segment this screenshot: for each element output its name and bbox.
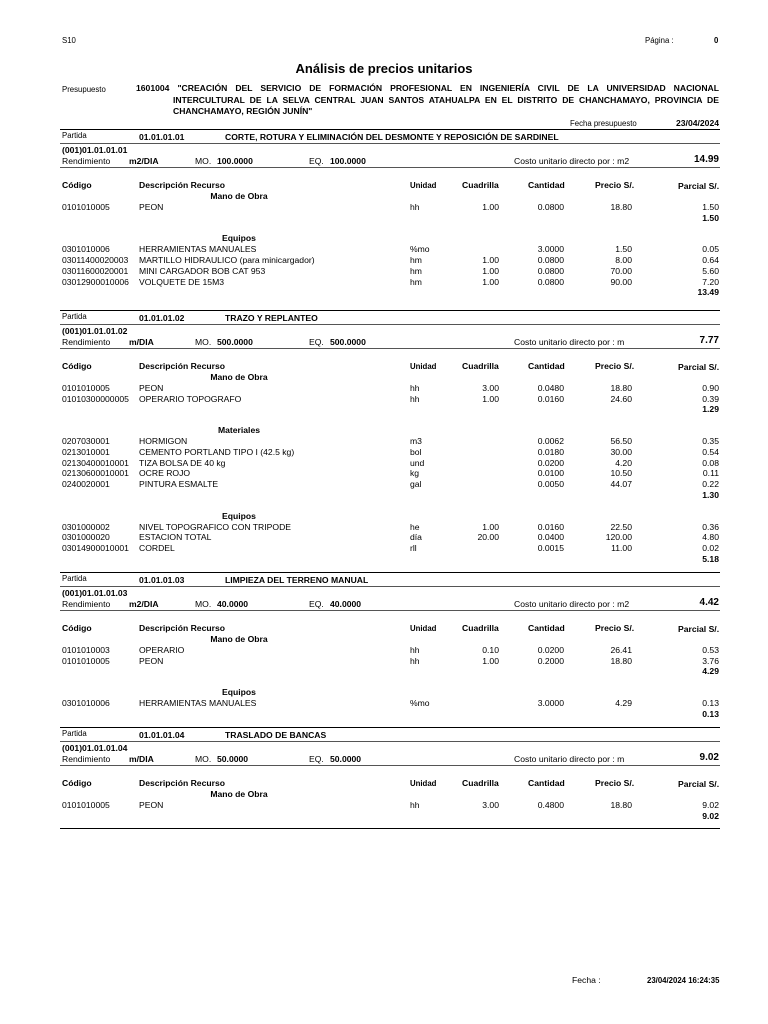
budget-code: 1601004: [136, 83, 170, 93]
resource-cuadrilla: 1.00: [482, 201, 499, 212]
resource-unit: %mo: [410, 698, 430, 708]
resource-code: 03012900010006: [62, 276, 129, 287]
group-title: Mano de Obra: [210, 789, 268, 799]
cost-label: Costo unitario directo por : m: [514, 754, 625, 764]
mo-value: 100.0000: [217, 156, 253, 166]
resource-precio: 22.50: [610, 521, 632, 532]
resource-precio: 18.80: [610, 382, 632, 393]
partida-code: 01.01.01.01: [139, 132, 185, 142]
rendimiento-unit: m/DIA: [129, 754, 154, 764]
col-parcial: Parcial S/.: [678, 779, 720, 789]
resource-unit: bol: [410, 446, 422, 457]
resource-cuadrilla: 1.00: [482, 393, 499, 404]
group-title: Mano de Obra: [210, 191, 268, 201]
resource-precio: 11.00: [611, 543, 632, 554]
partida-code: 01.01.01.03: [139, 575, 185, 585]
col-codigo: Código: [62, 180, 92, 190]
resource-code: 03014900010001: [62, 543, 129, 554]
cost-label: Costo unitario directo por : m2: [514, 156, 630, 166]
resource-cuadrilla: 1.00: [482, 265, 499, 276]
section-divider: [60, 741, 720, 742]
resource-precio: 10.50: [610, 468, 632, 479]
group-subtotal: 1.29: [702, 404, 719, 415]
eq-value: 40.0000: [330, 599, 362, 609]
resource-precio: 4.29: [615, 698, 632, 708]
rendimiento-label: Rendimiento: [62, 599, 111, 609]
partida-subcode: (001)01.01.01.02: [62, 326, 128, 336]
col-unidad: Unidad: [410, 624, 437, 633]
group-title: Mano de Obra: [210, 372, 268, 382]
resource-cantidad: 0.2000: [537, 655, 564, 666]
col-precio: Precio S/.: [595, 623, 635, 633]
resource-unit: hh: [410, 382, 420, 393]
resource-description: CORDEL: [139, 543, 175, 554]
resource-cantidad: 3.0000: [537, 244, 564, 255]
col-cantidad: Cantidad: [528, 623, 565, 633]
col-codigo: Código: [62, 361, 92, 371]
resource-parcial: 0.11: [702, 468, 719, 479]
rendimiento-label: Rendimiento: [62, 754, 111, 764]
resource-parcial: 0.22: [702, 479, 719, 490]
resource-parcial: 4.80: [702, 532, 719, 543]
resource-cuadrilla: 1.00: [482, 276, 499, 287]
resource-unit: %mo: [410, 244, 430, 255]
page-title: Análisis de precios unitarios: [295, 61, 473, 76]
resource-cantidad: 0.0800: [537, 276, 564, 287]
resource-cantidad: 0.0015: [537, 543, 564, 554]
col-descripcion: Descripción Recurso: [139, 180, 225, 190]
unit-cost: 7.77: [699, 335, 719, 346]
col-cuadrilla: Cuadrilla: [462, 778, 499, 788]
resource-precio: 120.00: [605, 532, 632, 543]
col-cantidad: Cantidad: [528, 361, 565, 371]
col-descripcion: Descripción Recurso: [139, 361, 225, 371]
mo-label: MO.: [195, 599, 212, 609]
resource-unit: hm: [410, 255, 422, 265]
mo-value: 50.0000: [217, 754, 249, 764]
resource-unit: he: [410, 521, 420, 532]
resource-code: 0207030001: [62, 436, 110, 446]
partida-label: Partida: [62, 729, 87, 738]
resource-description: PEON: [139, 382, 164, 393]
col-unidad: Unidad: [410, 362, 437, 371]
resource-description: HERRAMIENTAS MANUALES: [139, 244, 257, 255]
resource-unit: m3: [410, 436, 422, 446]
resource-code: 0101010005: [62, 382, 110, 393]
resource-parcial: 0.13: [702, 698, 719, 708]
resource-parcial: 0.02: [702, 543, 719, 554]
eq-label: EQ.: [309, 754, 324, 764]
resource-cantidad: 0.0062: [537, 436, 564, 446]
footer-date-label: Fecha :: [572, 975, 601, 985]
group-title: Materiales: [217, 425, 261, 436]
section-divider: [60, 143, 720, 144]
partida-code: 01.01.01.02: [139, 313, 185, 323]
col-descripcion: Descripción Recurso: [139, 623, 225, 633]
col-parcial: Parcial S/.: [678, 624, 720, 634]
col-unidad: Unidad: [410, 181, 437, 190]
col-cuadrilla: Cuadrilla: [462, 180, 499, 190]
resource-code: 0240020001: [62, 479, 110, 490]
resource-unit: hm: [410, 265, 422, 276]
resource-description: PEON: [139, 799, 164, 810]
resource-cuadrilla: 1.00: [482, 521, 499, 532]
resource-precio: 24.60: [610, 393, 632, 404]
col-cuadrilla: Cuadrilla: [462, 361, 499, 371]
budget-text: "CREACIÓN DEL SERVICIO DE FORMACIÓN PROFESIONAL EN INGENIERÍA CIVIL DE LA UNIVERSIDAD NACIONAL INTERCULTURAL DE LA SELVA CENTRAL JUAN SANTOS ATAHUALPA EN EL DISTRITO DE CHANCHAMAYO, PROVINCIA DE CHANCHAMAYO, REGIÓN JUNÍN": [173, 83, 720, 116]
resource-code: 0301000002: [62, 521, 110, 532]
col-descripcion: Descripción Recurso: [139, 778, 225, 788]
section-divider: [60, 610, 720, 611]
col-parcial: Parcial S/.: [678, 362, 720, 372]
resource-parcial: 0.35: [702, 436, 719, 446]
resource-unit: hh: [410, 393, 420, 404]
resource-cantidad: 0.0200: [537, 644, 564, 655]
col-parcial: Parcial S/.: [678, 181, 720, 191]
section-divider: [60, 167, 720, 168]
section-divider: [60, 765, 720, 766]
resource-description: MARTILLO HIDRAULICO (para minicargador): [139, 255, 315, 265]
group-subtotal: 0.13: [702, 708, 719, 719]
resource-parcial: 0.90: [702, 382, 719, 393]
resource-cuadrilla: 0.10: [482, 644, 499, 655]
partida-code: 01.01.01.04: [139, 730, 185, 740]
resource-cantidad: 0.0480: [537, 382, 564, 393]
page-label: Página :: [645, 36, 674, 45]
resource-parcial: 1.50: [702, 201, 719, 212]
resource-code: 03011400020003: [62, 255, 129, 265]
col-cuadrilla: Cuadrilla: [462, 623, 499, 633]
resource-description: OPERARIO TOPOGRAFO: [139, 393, 242, 404]
col-cantidad: Cantidad: [528, 778, 565, 788]
resource-parcial: 3.76: [702, 655, 719, 666]
eq-label: EQ.: [309, 599, 324, 609]
resource-precio: 56.50: [610, 436, 632, 446]
resource-precio: 18.80: [610, 799, 632, 810]
rendimiento-label: Rendimiento: [62, 156, 111, 166]
eq-label: EQ.: [309, 156, 324, 166]
resource-cuadrilla: 20.00: [477, 532, 499, 543]
col-precio: Precio S/.: [595, 778, 635, 788]
eq-label: EQ.: [309, 337, 324, 347]
resource-precio: 1.50: [615, 244, 632, 255]
resource-cantidad: 0.0100: [537, 468, 564, 479]
eq-value: 100.0000: [330, 156, 366, 166]
resource-parcial: 0.05: [702, 244, 719, 255]
resource-code: 0301010006: [62, 244, 110, 255]
resource-cantidad: 0.0800: [537, 201, 564, 212]
resource-description: HORMIGON: [139, 436, 188, 446]
mo-label: MO.: [195, 754, 212, 764]
resource-unit: gal: [410, 479, 422, 490]
resource-cuadrilla: 1.00: [482, 255, 499, 265]
rendimiento-unit: m2/DIA: [129, 156, 159, 166]
resource-code: 0101010005: [62, 201, 110, 212]
resource-description: TIZA BOLSA DE 40 kg: [139, 457, 226, 468]
resource-unit: día: [410, 532, 422, 543]
group-subtotal: 1.50: [702, 212, 719, 223]
rendimiento-label: Rendimiento: [62, 337, 111, 347]
section-divider: [60, 310, 720, 311]
resource-description: OCRE ROJO: [139, 468, 191, 479]
mo-label: MO.: [195, 156, 212, 166]
footer-date: 23/04/2024 16:24:35: [647, 976, 720, 985]
resource-description: CEMENTO PORTLAND TIPO I (42.5 kg): [139, 446, 295, 457]
resource-parcial: 0.39: [702, 393, 719, 404]
resource-unit: hh: [410, 201, 420, 212]
resource-precio: 8.00: [615, 255, 632, 265]
resource-precio: 30.00: [610, 446, 632, 457]
section-divider: [60, 727, 720, 728]
section-divider: [60, 572, 720, 573]
rendimiento-unit: m2/DIA: [129, 599, 159, 609]
section-divider: [60, 129, 720, 130]
resource-cantidad: 0.0050: [537, 479, 564, 490]
mo-label: MO.: [195, 337, 212, 347]
resource-code: 0101010005: [62, 799, 110, 810]
partida-subcode: (001)01.01.01.01: [62, 145, 128, 155]
budget-date-label: Fecha presupuesto: [570, 119, 637, 128]
resource-parcial: 0.64: [702, 255, 719, 265]
resource-cantidad: 0.0800: [537, 255, 564, 265]
group-subtotal: 4.29: [702, 666, 719, 677]
group-subtotal: 1.30: [702, 490, 719, 500]
section-divider: [60, 324, 720, 325]
resource-parcial: 0.53: [702, 644, 719, 655]
resource-cantidad: 0.0160: [537, 393, 564, 404]
budget-label: Presupuesto: [62, 85, 106, 94]
resource-unit: hm: [410, 276, 422, 287]
resource-code: 0213010001: [62, 446, 110, 457]
resource-parcial: 9.02: [702, 799, 719, 810]
resource-precio: 44.07: [610, 479, 632, 490]
partida-subcode: (001)01.01.01.04: [62, 743, 128, 753]
partida-label: Partida: [62, 312, 87, 321]
resource-description: PEON: [139, 201, 164, 212]
resource-precio: 90.00: [610, 276, 632, 287]
resource-code: 02130600010001: [62, 468, 129, 479]
resource-unit: und: [410, 457, 425, 468]
cost-label: Costo unitario directo por : m2: [514, 599, 630, 609]
resource-cantidad: 0.0400: [537, 532, 564, 543]
mo-value: 500.0000: [217, 337, 253, 347]
group-title: Equipos: [222, 687, 256, 698]
resource-unit: hh: [410, 655, 420, 666]
page-number: 0: [714, 36, 719, 45]
unit-cost: 14.99: [693, 154, 719, 165]
resource-cantidad: 0.0800: [537, 265, 564, 276]
resource-cantidad: 0.0200: [537, 457, 564, 468]
col-unidad: Unidad: [410, 779, 437, 788]
unit-cost: 4.42: [699, 597, 719, 608]
col-precio: Precio S/.: [595, 180, 635, 190]
group-title: Equipos: [222, 510, 256, 521]
budget-description: [136, 83, 720, 118]
group-subtotal: 13.49: [697, 287, 719, 298]
partida-label: Partida: [62, 574, 87, 583]
eq-value: 500.0000: [330, 337, 366, 347]
report-code: S10: [62, 36, 76, 45]
resource-cuadrilla: 3.00: [482, 799, 499, 810]
col-cantidad: Cantidad: [528, 180, 565, 190]
resource-unit: kg: [410, 468, 420, 479]
resource-precio: 4.20: [615, 457, 632, 468]
resource-cantidad: 0.4800: [537, 799, 564, 810]
resource-parcial: 0.08: [702, 457, 719, 468]
unit-cost: 9.02: [699, 752, 719, 763]
resource-precio: 70.00: [610, 265, 632, 276]
resource-parcial: 0.54: [702, 446, 719, 457]
partida-subcode: (001)01.01.01.03: [62, 588, 128, 598]
resource-precio: 18.80: [610, 201, 632, 212]
resource-parcial: 0.36: [702, 521, 719, 532]
resource-description: ESTACION TOTAL: [139, 532, 212, 543]
partida-name: CORTE, ROTURA Y ELIMINACIÓN DEL DESMONTE Y REPOSICIÓN DE SARDINEL: [225, 132, 559, 142]
group-subtotal: 9.02: [702, 810, 719, 821]
resource-parcial: 7.20: [702, 276, 719, 287]
resource-description: PEON: [139, 655, 164, 666]
section-divider: [60, 828, 720, 829]
col-codigo: Código: [62, 623, 92, 633]
resource-parcial: 5.60: [702, 265, 719, 276]
resource-precio: 18.80: [610, 655, 632, 666]
budget-date: 23/04/2024: [676, 118, 720, 128]
group-subtotal: 5.18: [702, 554, 719, 564]
resource-description: MINI CARGADOR BOB CAT 953: [139, 265, 266, 276]
resource-code: 0101010003: [62, 644, 110, 655]
resource-description: PINTURA ESMALTE: [139, 479, 219, 490]
resource-unit: rll: [410, 543, 417, 554]
resource-code: 0301000020: [62, 532, 110, 543]
resource-description: HERRAMIENTAS MANUALES: [139, 698, 257, 708]
resource-code: 03011600020001: [62, 265, 129, 276]
col-codigo: Código: [62, 778, 92, 788]
resource-cantidad: 0.0180: [537, 446, 564, 457]
col-precio: Precio S/.: [595, 361, 635, 371]
resource-code: 0301010006: [62, 698, 110, 708]
section-divider: [60, 348, 720, 349]
resource-description: NIVEL TOPOGRAFICO CON TRIPODE: [139, 521, 292, 532]
section-divider: [60, 586, 720, 587]
resource-cuadrilla: 3.00: [482, 382, 499, 393]
partida-name: LIMPIEZA DEL TERRENO MANUAL: [225, 575, 369, 585]
resource-code: 01010300000005: [62, 393, 129, 404]
group-title: Mano de Obra: [210, 634, 268, 644]
resource-precio: 26.41: [610, 644, 632, 655]
resource-unit: hh: [410, 644, 420, 655]
resource-unit: hh: [410, 799, 420, 810]
resource-cuadrilla: 1.00: [482, 655, 499, 666]
resource-description: VOLQUETE DE 15M3: [139, 276, 225, 287]
mo-value: 40.0000: [217, 599, 249, 609]
resource-code: 02130400010001: [62, 457, 129, 468]
resource-cantidad: 0.0160: [537, 521, 564, 532]
resource-description: OPERARIO: [139, 644, 185, 655]
eq-value: 50.0000: [330, 754, 362, 764]
resource-code: 0101010005: [62, 655, 110, 666]
group-title: Equipos: [222, 233, 256, 244]
partida-name: TRAZO Y REPLANTEO: [225, 313, 318, 323]
partida-label: Partida: [62, 131, 87, 140]
rendimiento-unit: m/DIA: [129, 337, 154, 347]
cost-label: Costo unitario directo por : m: [514, 337, 625, 347]
resource-cantidad: 3.0000: [537, 698, 564, 708]
partida-name: TRASLADO DE BANCAS: [225, 730, 327, 740]
